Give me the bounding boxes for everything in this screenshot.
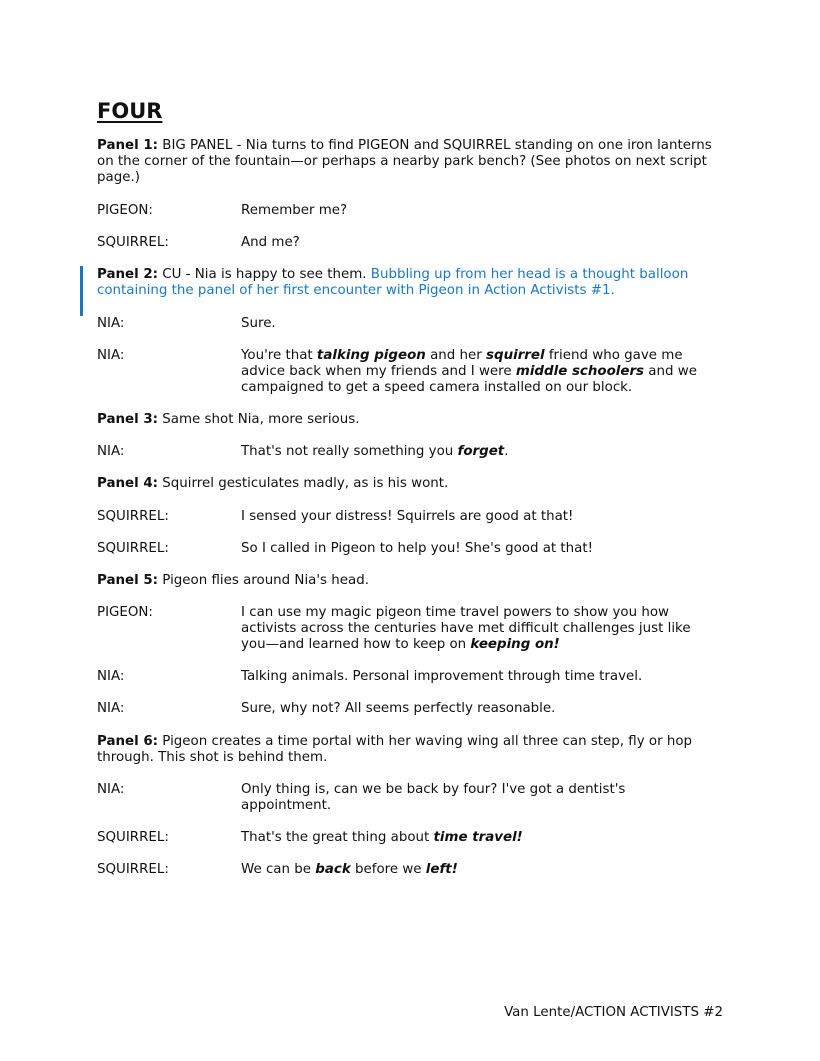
- dialogue-text: You're that talking pigeon and her squirrel friend who gave me advice back when my friends and I were middle schoolers and we campaigned to get a speed camera installed on our block.: [241, 348, 697, 395]
- dialogue-text: Sure.: [241, 316, 276, 331]
- dialogue-5: [97, 444, 717, 460]
- speaker-name: PIGEON:: [97, 203, 153, 218]
- speaker-name: NIA:: [97, 348, 125, 363]
- emphasis: middle schoolers: [515, 364, 645, 379]
- dialogue-text: That's not really something you forget.: [241, 444, 509, 459]
- panel-3-description: [97, 412, 717, 428]
- dialogue-text: We can be back before we left!: [241, 862, 458, 877]
- dialogue-1: [97, 203, 717, 219]
- dialogue-4: [97, 348, 717, 396]
- dialogue-3: [97, 316, 717, 332]
- speaker-name: NIA:: [97, 669, 125, 684]
- dialogue-text: Only thing is, can we be back by four? I've got a dentist's appointment.: [241, 782, 626, 813]
- panel-text: Squirrel gesticulates madly, as is his wont.: [158, 476, 449, 491]
- emphasis: forget: [457, 444, 505, 459]
- dialogue-text: I sensed your distress! Squirrels are good at that!: [241, 509, 574, 524]
- panel-text: CU - Nia is happy to see them.: [158, 267, 371, 282]
- revision-change-bar: [80, 266, 83, 316]
- dialogue-text: I can use my magic pigeon time travel powers to show you how activists across the centuries have met difficult challenges just like you—and learned how to keep on keeping on!: [241, 605, 691, 652]
- page-footer: Van Lente/ACTION ACTIVISTS #2: [504, 1005, 723, 1020]
- speaker-name: SQUIRREL:: [97, 830, 169, 845]
- panel-6-description: [97, 734, 717, 766]
- emphasis: time travel!: [433, 830, 523, 845]
- dialogue-text: So I called in Pigeon to help you! She's good at that!: [241, 541, 593, 556]
- panel-text: Pigeon flies around Nia's head.: [158, 573, 369, 588]
- dialogue-12: [97, 830, 717, 846]
- panel-label: Panel 5:: [97, 573, 159, 588]
- dialogue-text: Remember me?: [241, 203, 348, 218]
- dialogue-9: [97, 669, 717, 685]
- dialogue-7: [97, 541, 717, 557]
- panel-text: BIG PANEL - Nia turns to find PIGEON and SQUIRREL standing on one iron lanterns on the corner of the fountain—or perhaps a nearby park bench? (See photos on next script page.): [97, 138, 712, 185]
- speaker-name: SQUIRREL:: [97, 235, 169, 250]
- speaker-name: NIA:: [97, 444, 125, 459]
- speaker-name: NIA:: [97, 782, 125, 797]
- panel-text: Pigeon creates a time portal with her waving wing all three can step, fly or hop through. This shot is behind them.: [97, 734, 693, 765]
- panel-label: Panel 3:: [97, 412, 159, 427]
- panel-2-description: [97, 267, 717, 299]
- dialogue-6: [97, 509, 717, 525]
- panel-label: Panel 1:: [97, 138, 159, 153]
- dialogue-8: [97, 605, 717, 653]
- dialogue-text: And me?: [241, 235, 300, 250]
- dialogue-text: Talking animals. Personal improvement through time travel.: [241, 669, 643, 684]
- speaker-name: NIA:: [97, 316, 125, 331]
- panel-1-description: [97, 138, 717, 186]
- speaker-name: SQUIRREL:: [97, 509, 169, 524]
- speaker-name: PIGEON:: [97, 605, 153, 620]
- page-title: FOUR: [97, 99, 163, 123]
- dialogue-13: [97, 862, 717, 878]
- panel-text: Same shot Nia, more serious.: [158, 412, 360, 427]
- emphasis: keeping on!: [470, 637, 560, 652]
- speaker-name: NIA:: [97, 701, 125, 716]
- dialogue-2: [97, 235, 717, 251]
- emphasis: squirrel: [486, 348, 545, 363]
- panel-label: Panel 6:: [97, 734, 159, 749]
- panel-label: Panel 4:: [97, 476, 159, 491]
- dialogue-text: That's the great thing about time travel!: [241, 830, 523, 845]
- panel-label: Panel 2:: [97, 267, 159, 282]
- panel-4-description: [97, 476, 717, 492]
- dialogue-10: [97, 701, 717, 717]
- speaker-name: SQUIRREL:: [97, 541, 169, 556]
- speaker-name: SQUIRREL:: [97, 862, 169, 877]
- dialogue-11: [97, 782, 717, 814]
- panel-5-description: [97, 573, 717, 589]
- emphasis: back: [315, 862, 351, 877]
- emphasis: talking pigeon: [316, 348, 426, 363]
- revised-text: Bubbling up from her head is a thought balloon containing the panel of her first encounter with Pigeon in Action Activists #1.: [97, 267, 689, 298]
- dialogue-text: Sure, why not? All seems perfectly reasonable.: [241, 701, 556, 716]
- emphasis: left!: [425, 862, 458, 877]
